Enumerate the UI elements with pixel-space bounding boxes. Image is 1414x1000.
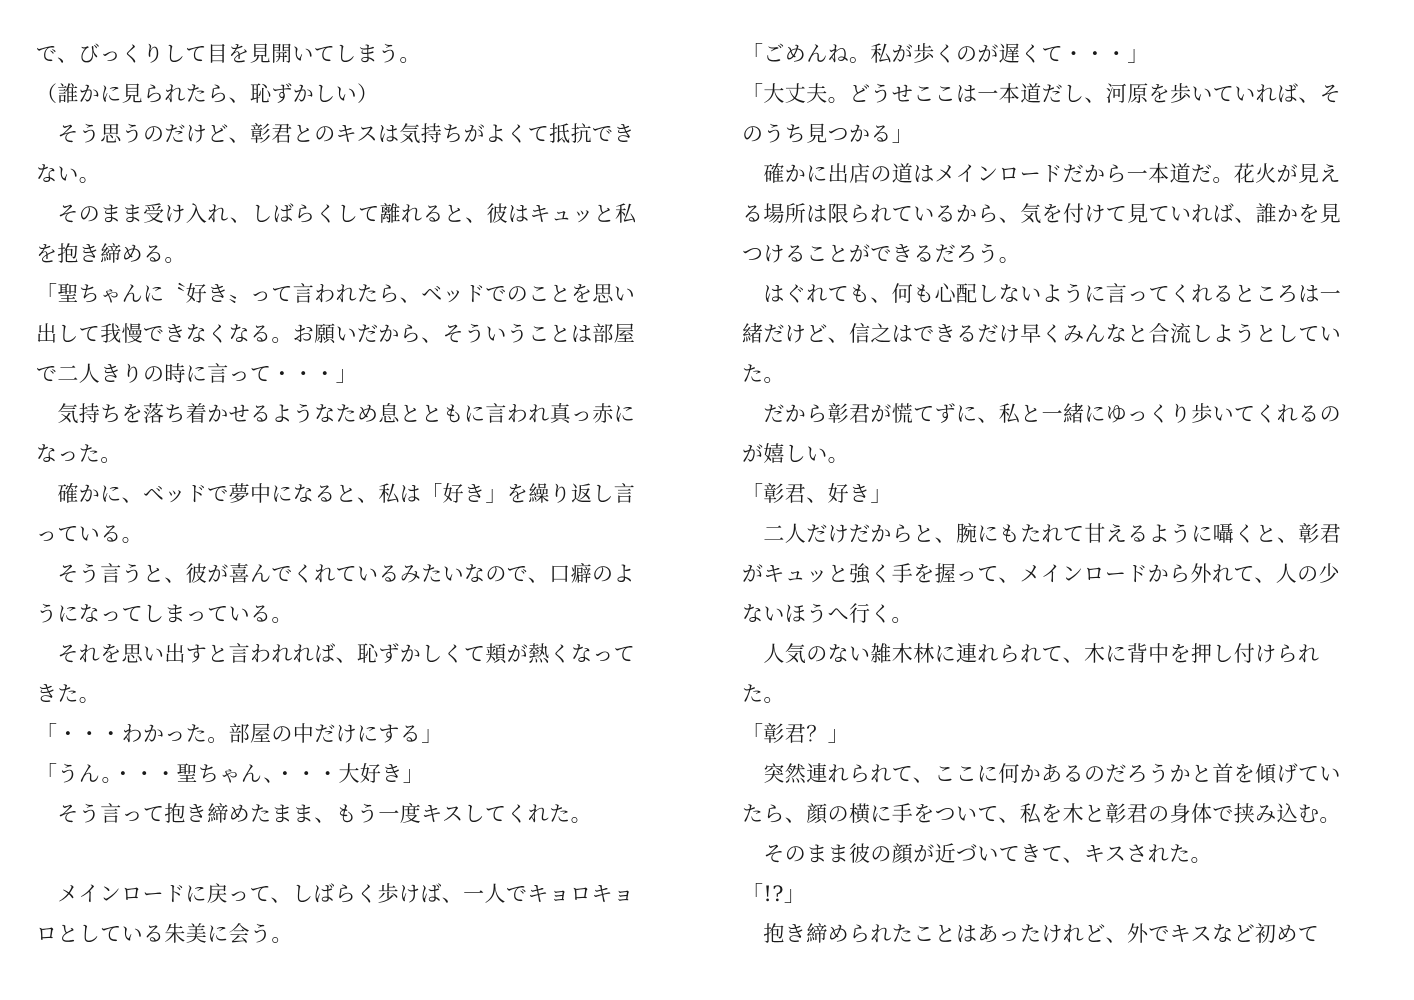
text-line: 「うん。・・・聖ちゃん、・・・大好き」: [36, 762, 425, 786]
text-line: る場所は限られているから、気を付けて見ていれば、誰かを見: [742, 202, 1342, 226]
text-line: だから彰君が慌てずに、私と一緒にゆっくり歩いてくれるの: [742, 402, 1341, 426]
text-line: たら、顔の横に手をついて、私を木と彰君の身体で挟み込む。: [742, 802, 1341, 826]
text-line: 突然連れられて、ここに何かあるのだろうかと首を傾げてい: [742, 762, 1341, 786]
text-line: 「大丈夫。どうせここは一本道だし、河原を歩いていれば、そ: [742, 82, 1342, 106]
text-line: を抱き締める。: [36, 242, 186, 266]
text-line: 二人だけだからと、腕にもたれて甘えるように囁くと、彰君: [742, 522, 1342, 546]
text-line: 出して我慢できなくなる。お願いだから、そういうことは部屋: [36, 322, 636, 346]
text-line: うになってしまっている。: [36, 602, 293, 626]
text-line: た。: [742, 682, 785, 706]
text-line: そう言うと、彼が喜んでくれているみたいなので、口癖のよ: [36, 562, 635, 586]
text-line: 「!?」: [742, 882, 806, 906]
text-line: た。: [742, 362, 785, 386]
text-line: なった。: [36, 442, 122, 466]
text-line: 確かに、ベッドで夢中になると、私は「好き」を繰り返し言: [36, 482, 636, 506]
text-line: 「・・・わかった。部屋の中だけにする」: [36, 722, 443, 746]
text-line: で二人きりの時に言って・・・」: [36, 362, 357, 386]
text-line: そう言って抱き締めたまま、もう一度キスしてくれた。: [36, 802, 592, 826]
text-line: そのまま彼の顔が近づいてきて、キスされた。: [742, 842, 1212, 866]
text-line: メインロードに戻って、しばらく歩けば、一人でキョロキョ: [36, 882, 635, 906]
text-line: 人気のない雑木林に連れられて、木に背中を押し付けられ: [742, 642, 1320, 666]
text-line: 抱き締められたことはあったけれど、外でキスなど初めて: [742, 922, 1320, 946]
text-line: 気持ちを落ち着かせるようなため息とともに言われ真っ赤に: [36, 402, 636, 426]
text-line: 確かに出店の道はメインロードだから一本道だ。花火が見え: [742, 162, 1341, 186]
text-line: で、びっくりして目を見開いてしまう。: [36, 42, 421, 66]
text-line: 「ごめんね。私が歩くのが遅くて・・・」: [742, 42, 1149, 66]
text-line: ないほうへ行く。: [742, 602, 913, 626]
text-line: きた。: [36, 682, 101, 706]
text-line: のうち見つかる」: [742, 122, 914, 146]
text-line: そう思うのだけど、彰君とのキスは気持ちがよくて抵抗でき: [36, 122, 635, 146]
text-line: 緒だけど、信之はできるだけ早くみんなと合流しようとしてい: [742, 322, 1342, 346]
text-line: 「彰君？」: [742, 722, 849, 746]
text-line: がキュッと強く手を握って、メインロードから外れて、人の少: [742, 562, 1340, 586]
text-line: （誰かに見られたら、恥ずかしい）: [36, 82, 379, 106]
text-line: はぐれても、何も心配しないように言ってくれるところは一: [742, 282, 1342, 306]
text-line: それを思い出すと言われれば、恥ずかしくて頬が熱くなって: [36, 642, 636, 666]
blank-line: [36, 834, 696, 874]
text-line: 「聖ちゃんに〝好き〟って言われたら、ベッドでのことを思い: [36, 282, 636, 306]
text-line: ロとしている朱美に会う。: [36, 922, 293, 946]
left-page: [36, 34, 696, 954]
text-line: 「彰君、好き」: [742, 482, 892, 506]
text-line: が嬉しい。: [742, 442, 849, 466]
text-line: つけることができるだろう。: [742, 242, 1021, 266]
text-line: そのまま受け入れ、しばらくして離れると、彼はキュッと私: [36, 202, 637, 226]
text-line: ない。: [36, 162, 101, 186]
text-line: っている。: [36, 522, 143, 546]
right-page: [742, 34, 1402, 954]
